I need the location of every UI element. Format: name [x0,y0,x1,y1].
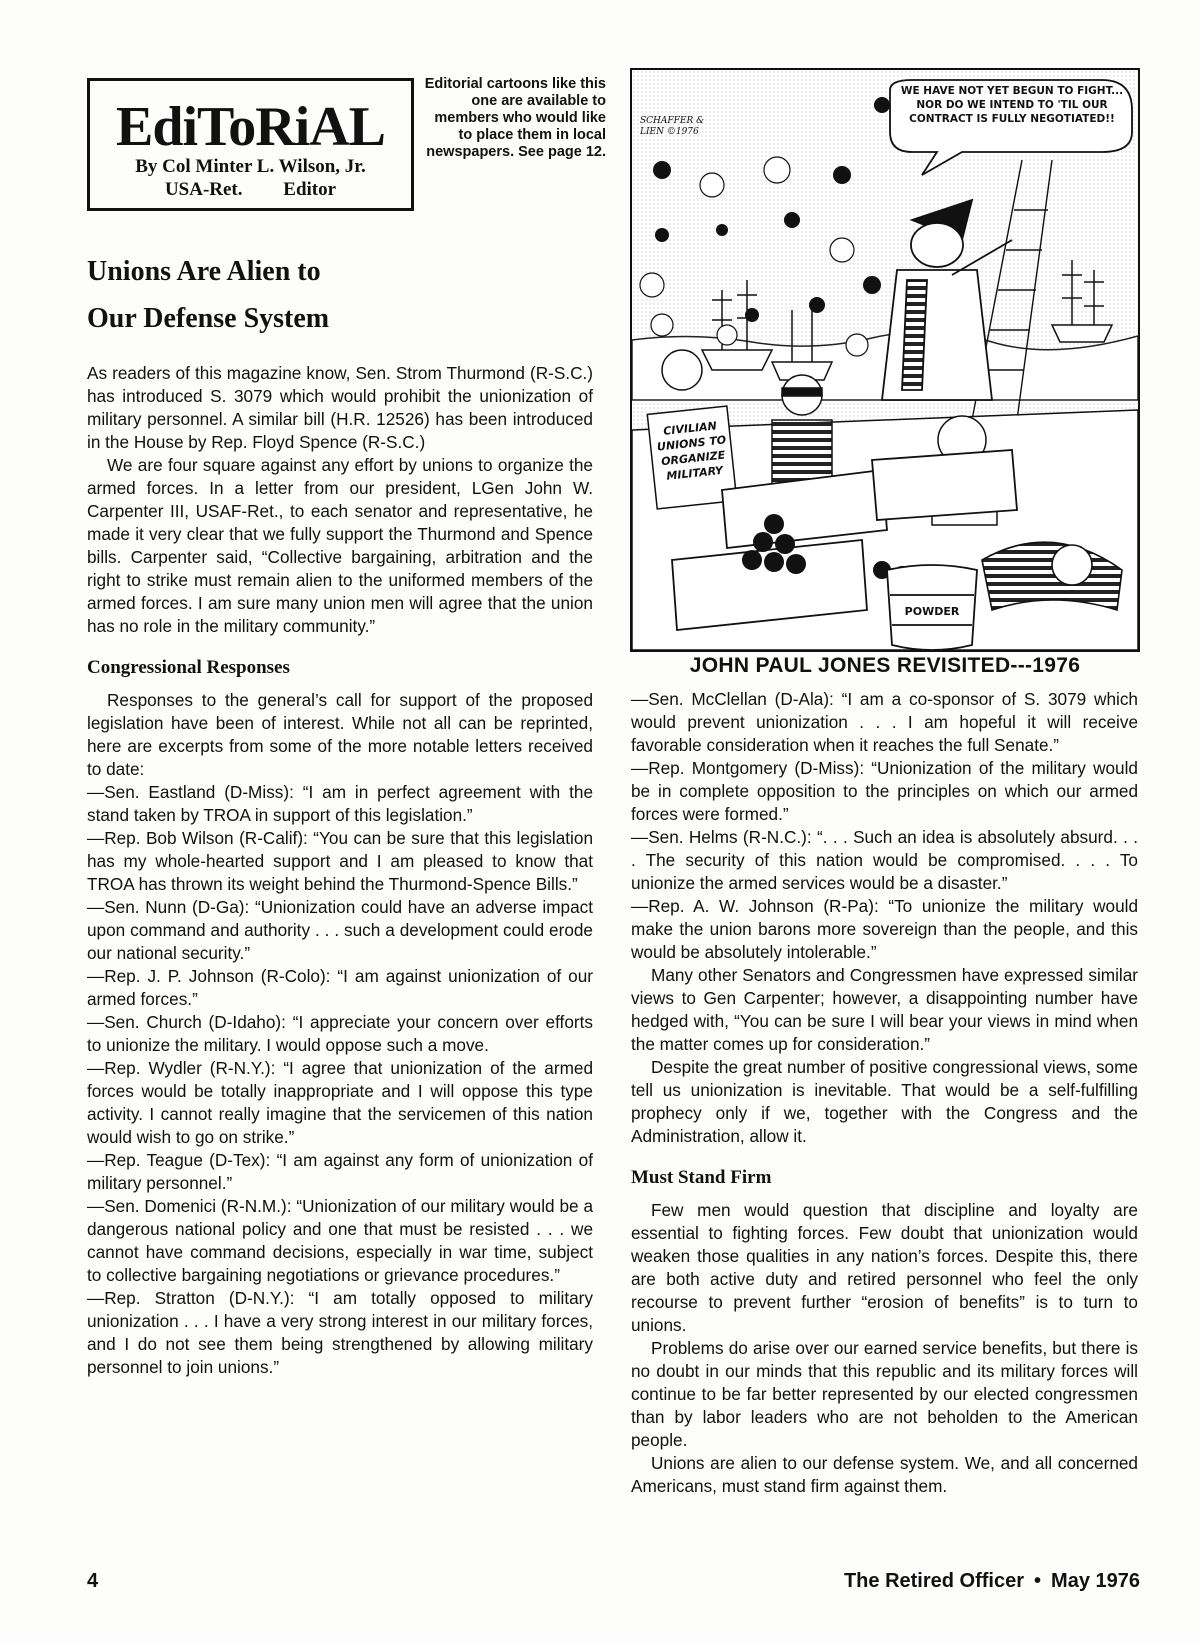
section-heading-congressional-responses: Congressional Responses [87,657,290,678]
cartoon-availability-note: Editorial cartoons like this one are available to members who would like to place them in local newspapers. See page 12. [424,76,606,160]
right-column [631,688,1138,1498]
quote-stratton: —Rep. Stratton (D-N.Y.): “I am totally opposed to military unionization . . . I have a very strong interest in our military forces, and I do not see them being strengthened by allowing military personnel to join unions.” [87,1288,593,1377]
barrel-label: POWDER [904,605,960,618]
editorial-masthead [87,78,414,211]
masthead-rank: USA-Ret. [164,179,243,200]
cartoonist-signature: SCHAFFER & LIEN ©1976 [640,116,705,137]
position-paragraph: We are four square against any effort by unions to organize the armed forces. In a letter from our president, LGen John W. Carpenter III, USAF-Ret., to each senator and representative, he made it very clear that we fully support the Thurmond and Spence bills. Carpenter said, “Collective bargaining, arbitration and the right to strike must remain alien to the uniformed members of the armed forces. I am sure many union men will agree that the union has no role in the military community.” [87,455,593,636]
page-number: 4 [87,1570,99,1592]
editorial-cartoon [630,68,1140,652]
masthead-byline: By Col Minter L. Wilson, Jr. [135,156,366,177]
quote-jp-johnson: —Rep. J. P. Johnson (R-Colo): “I am against unionization of our armed forces.” [87,966,593,1009]
title-line-2: Our Defense System [87,303,330,334]
newspaper-headline: CIVILIAN UNIONS TO ORGANIZE MILITARY [656,419,727,483]
despite-paragraph: Despite the great number of positive congressional views, some tell us unionization is inevitable. That would be a self-fulfilling prophecy only if we, together with the Congress and the Administration, allow it. [631,1057,1138,1146]
quote-eastland: —Sen. Eastland (D-Miss): “I am in perfect agreement with the stand taken by TROA in support of this legislation.” [87,782,593,825]
intro-paragraph: As readers of this magazine know, Sen. Strom Thurmond (R-S.C.) has introduced S. 3079 which would prohibit the unionization of military personnel. A similar bill (H.R. 12526) has been introduced in the House by Rep. Floyd Spence (R-S.C.) [87,363,593,452]
cartoon-caption: JOHN PAUL JONES REVISITED---1976 [689,654,1081,677]
balloon-text: WE HAVE NOT YET BEGUN TO FIGHT... NOR DO WE INTEND TO 'TIL OUR CONTRACT IS FULLY NEGOTIATED!! [900,85,1124,125]
cartoon-drawing [632,70,1138,650]
masthead-editor: Editor [283,179,337,200]
section-heading-must-stand-firm: Must Stand Firm [631,1167,772,1188]
many-others-paragraph: Many other Senators and Congressmen have expressed similar views to Gen Carpenter; however, a disappointing number have hedged with, “You can be sure I will bear your views in mind when the matter comes up for consideration.” [631,965,1138,1054]
quote-aw-johnson: —Rep. A. W. Johnson (R-Pa): “To unionize the military would make the union barons more sovereign than the people, and this would be absolutely intolerable.” [631,896,1138,962]
quote-helms: —Sen. Helms (R-N.C.): “. . . Such an idea is absolutely absurd. . . . The security of this nation would be compromised. . . . To unionize the armed services would be a disaster.” [631,827,1138,893]
few-men-paragraph: Few men would question that discipline and loyalty are essential to fighting forces. Few doubt that unionization would weaken those qualities in any nation’s forces. Despite this, there are both active duty and retired personnel who feel the only recourse to prevent further “erosion of benefits” is to turn to unions. [631,1200,1138,1335]
publication-name: The Retired Officer [843,1570,1025,1592]
quote-nunn: —Sen. Nunn (D-Ga): “Unionization could have an adverse impact upon command and authority . . . such a development could erode our national security.” [87,897,593,963]
masthead-title: EdiToRiAL [115,96,386,158]
quote-mcclellan: —Sen. McClellan (D-Ala): “I am a co-sponsor of S. 3079 which would prevent unionization . . . I am hopeful it will receive favorable consideration when it reaches the full Senate.” [631,689,1138,755]
responses-paragraph: Responses to the general’s call for support of the proposed legislation have been of interest. While not all can be reprinted, here are excerpts from some of the more notable letters received to date: [87,690,593,779]
quote-montgomery: —Rep. Montgomery (D-Miss): “Unionization of the military would be in complete opposition to the principles on which our armed forces were formed.” [631,758,1138,824]
quote-bob-wilson: —Rep. Bob Wilson (R-Calif): “You can be sure that this legislation has my whole-hearted support and I am pleased to know that TROA has thrown its weight behind the Thurmond-Spence Bills.” [87,828,593,894]
footer-bullet: • [1034,1570,1042,1592]
quote-church: —Sen. Church (D-Idaho): “I appreciate your concern over efforts to unionize the military. I would oppose such a move. [87,1012,593,1055]
quote-wydler: —Rep. Wydler (R-N.Y.): “I agree that unionization of the armed forces would be totally inappropriate and I will oppose this type activity. I cannot really imagine that the servicemen of this nation would wish to go on strike.” [87,1058,593,1147]
powder-keg [887,565,977,650]
left-column [87,362,593,1379]
problems-paragraph: Problems do arise over our earned service benefits, but there is no doubt in our minds that this republic and its military forces will continue to be far better represented by our elected congressmen than by labor leaders who are not beholden to the American people. [631,1338,1138,1450]
quote-domenici: —Sen. Domenici (R-N.M.): “Unionization of our military would be a dangerous national policy and one that must be resisted . . . we cannot have command decisions, especially in war time, subject to collective bargaining negotiations or grievance procedures.” [87,1196,593,1285]
issue-date: May 1976 [1051,1570,1140,1592]
quote-teague: —Rep. Teague (D-Tex): “I am against any form of unionization of military personnel.” [87,1150,593,1193]
running-footer [844,1570,1140,1593]
article-title [87,248,607,342]
title-line-1: Unions Are Alien to [87,256,321,287]
masthead-role [90,178,411,201]
closing-paragraph: Unions are alien to our defense system. We, and all concerned Americans, must stand firm against them. [631,1453,1138,1496]
